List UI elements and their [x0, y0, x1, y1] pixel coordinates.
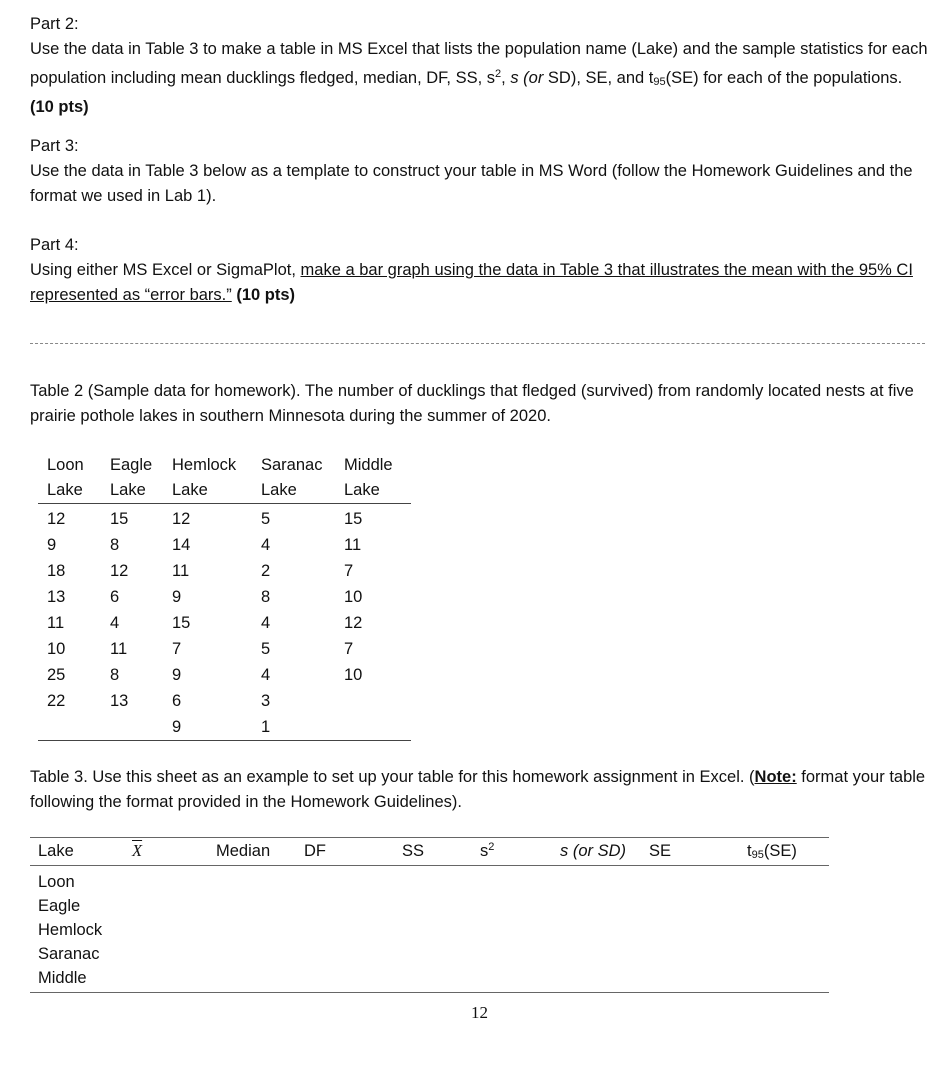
- table2-cell: 15: [344, 509, 363, 528]
- table2-cell: 12: [110, 561, 129, 580]
- table2-cell: 2: [261, 561, 271, 580]
- table3-cell: [649, 866, 717, 895]
- table-row: [38, 584, 411, 610]
- table2-header: Lake: [344, 477, 411, 504]
- table3-cell: [304, 942, 396, 966]
- table3-cell: [132, 894, 216, 918]
- table2-cell: 25: [47, 665, 66, 684]
- table3-cell: [717, 894, 829, 918]
- header-lake: Lake: [30, 838, 132, 866]
- lake-name: Hemlock: [38, 920, 103, 939]
- table3-caption: Table 3. Use this sheet as an example to set up your table for this homework assignment in Excel. (Note: format your table following the format provided in the Homework Guidelines).: [30, 768, 926, 811]
- table2-header: Lake: [38, 477, 110, 504]
- table2-cell: [344, 714, 411, 741]
- header-se: SE: [649, 838, 717, 866]
- header-t95-se: t95(SE): [717, 838, 829, 866]
- table-row: [30, 866, 829, 895]
- table-row: [30, 942, 829, 966]
- part2-heading: Part 2:: [30, 15, 79, 33]
- table3-cell: [480, 918, 560, 942]
- table3-cell: [649, 918, 717, 942]
- table3-cell: [560, 966, 649, 993]
- table2-cell: 7: [172, 639, 182, 658]
- table2-cell: 1: [261, 714, 344, 741]
- part2-instructions: Use the data in Table 3 to make a table in MS Excel that lists the population name (Lake) and the sample statistics for each population including mean ducklings fledged, median, DF, SS, $s^2$, s (or SD), SE, and t95(SE) for each of the populations. (10 pts): [30, 40, 928, 116]
- table3-cell: [717, 966, 829, 993]
- table3-cell: [304, 866, 396, 895]
- table-row: [38, 714, 411, 741]
- table3: [30, 837, 829, 993]
- header-ss: SS: [396, 838, 480, 866]
- table2-cell: 10: [47, 639, 66, 658]
- table3-cell: [216, 942, 304, 966]
- table3-cell: [560, 894, 649, 918]
- table3-cell: [216, 866, 304, 895]
- table2-cell: 9: [172, 714, 261, 741]
- table2-cell: 10: [344, 587, 363, 606]
- table2-header: Lake: [261, 477, 344, 504]
- part2-points: (10 pts): [30, 98, 89, 116]
- table-row: [38, 688, 411, 714]
- table3-cell: [480, 866, 560, 895]
- table2-cell: 8: [261, 587, 271, 606]
- part4-heading: Part 4:: [30, 236, 79, 254]
- table3-cell: [304, 894, 396, 918]
- table2-cell: 10: [344, 665, 363, 684]
- table2-cell: 6: [172, 691, 182, 710]
- lake-name: Eagle: [38, 896, 81, 915]
- table-row: [38, 636, 411, 662]
- table2-cell: 12: [344, 613, 363, 632]
- table2-cell: 13: [47, 587, 66, 606]
- table2-cell: 7: [344, 639, 354, 658]
- table2-cell: 9: [172, 587, 182, 606]
- table-row: [30, 894, 829, 918]
- table3-header-row: [30, 838, 829, 866]
- table2-cell: 13: [110, 691, 129, 710]
- table2-header: Middle: [344, 455, 393, 474]
- table3-cell: [396, 966, 480, 993]
- table2-header: Loon: [47, 455, 84, 474]
- table3-cell: [560, 918, 649, 942]
- table2: [38, 453, 411, 741]
- table2-cell: 4: [261, 613, 271, 632]
- header-variance: $s^2$: [480, 838, 560, 866]
- table2-cell: 18: [47, 561, 66, 580]
- table2-cell: 7: [344, 561, 354, 580]
- table3-cell: [480, 966, 560, 993]
- table-row: [38, 662, 411, 688]
- part3-instructions: Use the data in Table 3 below as a template to construct your table in MS Word (follow the Homework Guidelines and the format we used in Lab 1).: [30, 162, 913, 205]
- part4-instructions: Using either MS Excel or SigmaPlot, make a bar graph using the data in Table 3 that illustrates the mean with the 95% CI represented as “error bars.” (10 pts): [30, 261, 913, 304]
- table2-cell: 11: [47, 613, 65, 632]
- table2-caption: Table 2 (Sample data for homework). The number of ducklings that fledged (survived) from randomly located nests at five prairie pothole lakes in southern Minnesota during the summer of 2020.: [30, 382, 914, 425]
- table2-cell: 8: [110, 665, 120, 684]
- table3-cell: [560, 942, 649, 966]
- table2-cell: 11: [110, 639, 128, 658]
- table3-cell: [304, 918, 396, 942]
- table2-header: Eagle: [110, 455, 153, 474]
- lake-name: Saranac: [38, 944, 100, 963]
- table-row: [38, 532, 411, 558]
- table2-cell: 5: [261, 509, 271, 528]
- table2-header-row: [38, 477, 411, 504]
- table3-cell: [480, 942, 560, 966]
- table-row: [38, 504, 411, 533]
- table2-header: Lake: [110, 477, 172, 504]
- table2-header-row: [38, 453, 411, 477]
- table-row: [30, 966, 829, 993]
- table2-cell: 15: [110, 509, 129, 528]
- table2-cell: 11: [172, 561, 190, 580]
- table3-cell: [216, 918, 304, 942]
- table3-cell: [649, 894, 717, 918]
- lake-name: Middle: [30, 966, 132, 993]
- table3-note: Note:: [754, 768, 797, 786]
- table3-cell: [717, 866, 829, 895]
- table3-cell: [717, 942, 829, 966]
- table2-header: Lake: [172, 477, 261, 504]
- table2-cell: 12: [47, 509, 66, 528]
- table2-header: Saranac: [261, 455, 323, 474]
- header-mean: $\overline{X}$: [132, 838, 216, 866]
- part2-section: [30, 12, 930, 120]
- table3-cell: [396, 894, 480, 918]
- table3-cell: [132, 942, 216, 966]
- table2-cell: 3: [261, 691, 271, 710]
- table2-cell: 12: [172, 509, 191, 528]
- table2-cell: 15: [172, 613, 191, 632]
- table2-cell: 9: [47, 535, 57, 554]
- table3-cell: [649, 942, 717, 966]
- table2-cell: 22: [47, 691, 66, 710]
- table3-cell: [132, 866, 216, 895]
- table3-cell: [396, 866, 480, 895]
- table2-cell: 14: [172, 535, 191, 554]
- lake-name: Loon: [38, 872, 75, 891]
- table2-header: Hemlock: [172, 455, 237, 474]
- header-df: DF: [304, 838, 396, 866]
- table3-cell: [717, 918, 829, 942]
- header-sd: s (or SD): [560, 838, 649, 866]
- table3-cell: [216, 894, 304, 918]
- page-number: 12: [471, 1003, 488, 1022]
- table2-cell: 4: [110, 613, 120, 632]
- table2-cell: [110, 714, 172, 741]
- part4-points: (10 pts): [236, 286, 296, 304]
- part3-heading: Part 3:: [30, 137, 79, 155]
- part3-section: [30, 134, 930, 209]
- table2-cell: 6: [110, 587, 120, 606]
- table2-cell: 5: [261, 639, 271, 658]
- table3-cell: [480, 894, 560, 918]
- table3-cell: [216, 966, 304, 993]
- table2-cell: 4: [261, 535, 271, 554]
- table3-cell: [396, 918, 480, 942]
- dashed-divider: [30, 343, 925, 344]
- table2-cell: 11: [344, 535, 362, 554]
- table-row: [30, 918, 829, 942]
- table2-cell: 8: [110, 535, 120, 554]
- table-row: [38, 610, 411, 636]
- table2-cell: [344, 688, 411, 714]
- table3-cell: [132, 918, 216, 942]
- table3-cell: [396, 942, 480, 966]
- table3-cell: [304, 966, 396, 993]
- table2-cell: [38, 714, 110, 741]
- table3-cell: [132, 966, 216, 993]
- table3-cell: [649, 966, 717, 993]
- part4-section: [30, 233, 930, 308]
- header-median: Median: [216, 838, 304, 866]
- table3-cell: [560, 866, 649, 895]
- table2-cell: 4: [261, 665, 271, 684]
- table-row: [38, 558, 411, 584]
- table2-cell: 9: [172, 665, 182, 684]
